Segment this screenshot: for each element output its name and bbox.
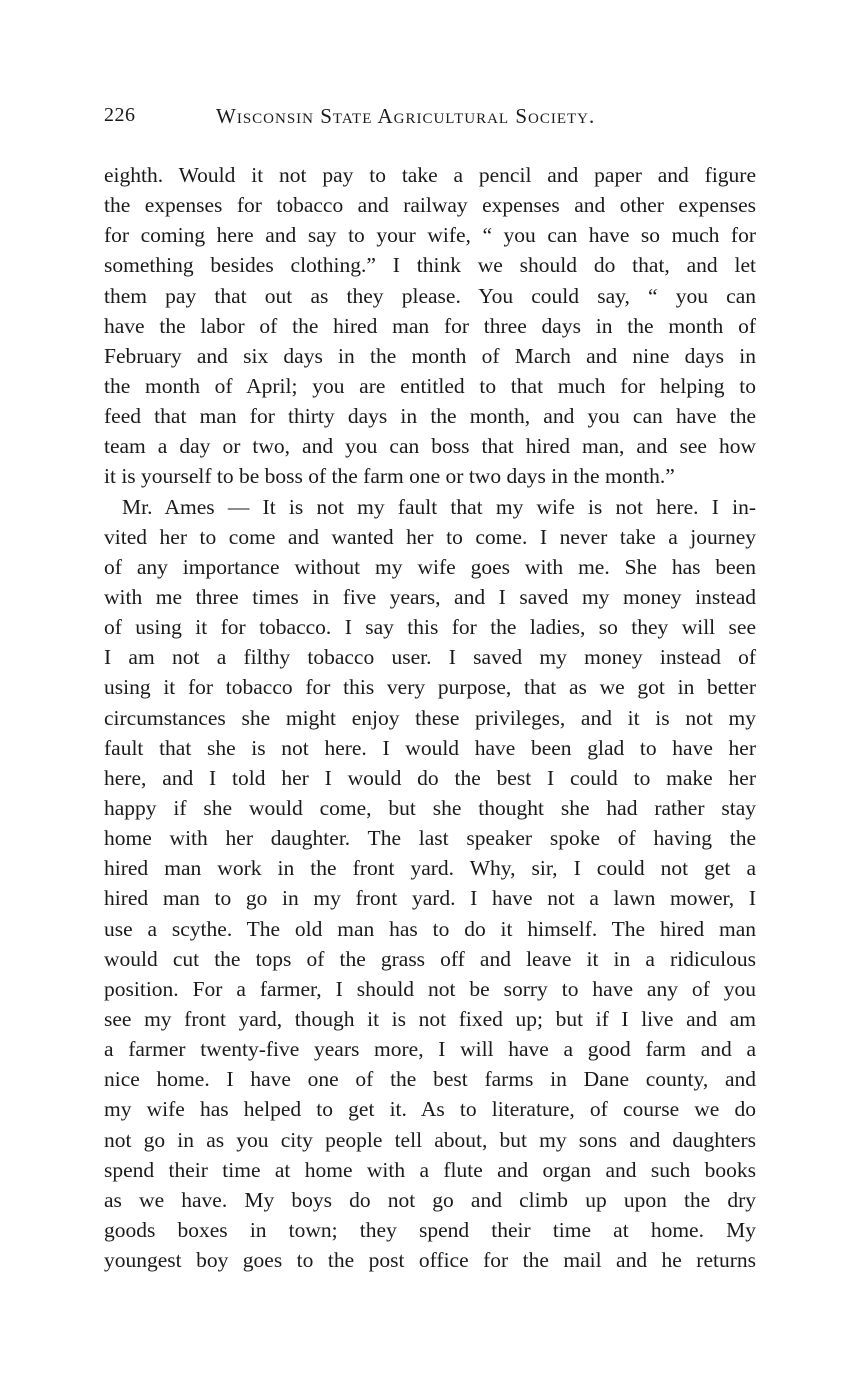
text-line: position. For a farmer, I should not be sorry to have any of you — [104, 976, 756, 1001]
text-line: it is yourself to be boss of the farm one or two days in the month.” — [104, 464, 675, 489]
text-line: the month of April; you are entitled to that much for helping to — [104, 373, 756, 398]
text-line: goods boxes in town; they spend their time at home. My — [104, 1217, 756, 1242]
text-line: hired man work in the front yard. Why, sir, I could not get a — [104, 856, 756, 881]
text-line: team a day or two, and you can boss that hired man, and see how — [104, 434, 756, 459]
text-line: for coming here and say to your wife, “ you can have so much for — [104, 223, 756, 248]
text-line: circumstances she might enjoy these privileges, and it is not my — [104, 705, 756, 730]
text-line: vited her to come and wanted her to come. I never take a journey — [104, 524, 756, 549]
text-line: a farmer twenty-five years more, I will have a good farm and a — [104, 1037, 756, 1062]
text-line: would cut the tops of the grass off and leave it in a ridiculous — [104, 946, 756, 971]
text-line: something besides clothing.” I think we should do that, and let — [104, 253, 756, 278]
text-line: use a scythe. The old man has to do it himself. The hired man — [104, 916, 756, 941]
text-line: nice home. I have one of the best farms in Dane county, and — [104, 1067, 756, 1092]
page-header — [104, 98, 756, 138]
text-line: using it for tobacco for this very purpose, that as we got in better — [104, 675, 756, 700]
text-line: feed that man for thirty days in the month, and you can have the — [104, 404, 756, 429]
text-line: youngest boy goes to the post office for the mail and he returns — [104, 1248, 756, 1273]
text-line: the expenses for tobacco and railway expenses and other expenses — [104, 193, 756, 218]
running-title: Wisconsin State Agricultural Society. — [216, 104, 596, 128]
text-line: my wife has helped to get it. As to literature, of course we do — [104, 1097, 756, 1122]
text-line: February and six days in the month of March and nine days in — [104, 343, 756, 368]
text-line: here, and I told her I would do the best I could to make her — [104, 765, 756, 790]
text-line: have the labor of the hired man for three days in the month of — [104, 313, 756, 338]
text-line: Mr. Ames — It is not my fault that my wife is not here. I in- — [122, 494, 756, 519]
body-text — [104, 160, 756, 1275]
text-line: not go in as you city people tell about, but my sons and daughters — [104, 1127, 756, 1152]
text-line: spend their time at home with a flute and organ and such books — [104, 1157, 756, 1182]
text-line: eighth. Would it not pay to take a pencil and paper and figure — [104, 163, 756, 187]
text-line: as we have. My boys do not go and climb up upon the dry — [104, 1187, 756, 1212]
page-number: 226 — [104, 104, 136, 126]
text-line: hired man to go in my front yard. I have not a lawn mower, I — [104, 886, 756, 911]
text-line: see my front yard, though it is not fixed up; but if I live and am — [104, 1006, 756, 1031]
text-line: of any importance without my wife goes with me. She has been — [104, 554, 756, 579]
text-line: I am not a filthy tobacco user. I saved my money instead of — [104, 645, 756, 670]
text-line: them pay that out as they please. You could say, “ you can — [104, 283, 756, 308]
text-line: happy if she would come, but she thought she had rather stay — [104, 795, 756, 820]
text-line: with me three times in five years, and I saved my money instead — [104, 584, 756, 609]
text-line: home with her daughter. The last speaker spoke of having the — [104, 826, 756, 851]
text-line: of using it for tobacco. I say this for the ladies, so they will see — [104, 615, 756, 640]
text-line: fault that she is not here. I would have been glad to have her — [104, 735, 756, 760]
